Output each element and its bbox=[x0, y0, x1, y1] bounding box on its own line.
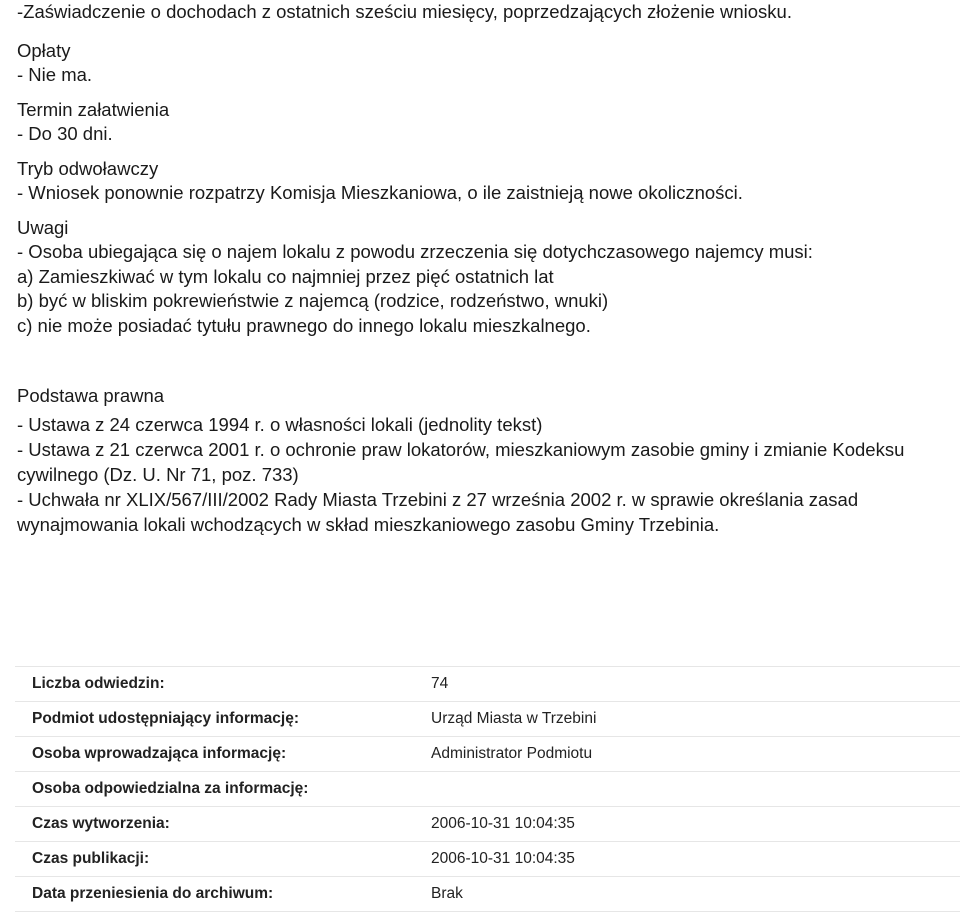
metadata-value: 2006-10-31 10:04:35 bbox=[431, 815, 575, 832]
metadata-value: Urząd Miasta w Trzebini bbox=[431, 710, 597, 727]
deadline-text: - Do 30 dni. bbox=[17, 123, 113, 144]
metadata-row bbox=[15, 772, 960, 807]
notes-line: c) nie może posiadać tytułu prawnego do innego lokalu mieszkalnego. bbox=[17, 314, 591, 336]
deadline-heading: Termin załatwienia bbox=[17, 98, 170, 120]
appeal-heading: Tryb odwoławczy bbox=[17, 157, 159, 179]
legal-basis-section bbox=[17, 383, 947, 537]
legal-basis-item: - Ustawa z 24 czerwca 1994 r. o własności lokali (jednolity tekst) bbox=[17, 414, 543, 435]
metadata-label: Data przeniesienia do archiwum: bbox=[32, 885, 274, 902]
metadata-row bbox=[15, 877, 960, 912]
metadata-label: Czas publikacji: bbox=[32, 850, 150, 867]
requirement-line: -Zaświadczenie o dochodach z ostatnich sześciu miesięcy, poprzedzających złożenie wniosku. bbox=[17, 1, 792, 22]
metadata-value: Brak bbox=[431, 885, 463, 902]
metadata-table bbox=[15, 666, 960, 912]
metadata-label: Podmiot udostępniający informację: bbox=[32, 710, 299, 727]
notes-line: a) Zamieszkiwać w tym lokalu co najmniej przez pięć ostatnich lat bbox=[17, 265, 554, 287]
metadata-row bbox=[15, 842, 960, 877]
metadata-row bbox=[15, 807, 960, 842]
notes-line: - Osoba ubiegająca się o najem lokalu z powodu zrzeczenia się dotychczasowego najemcy musi: bbox=[17, 241, 813, 262]
metadata-row bbox=[15, 702, 960, 737]
notes-heading: Uwagi bbox=[17, 216, 69, 238]
metadata-value: 74 bbox=[431, 675, 449, 692]
metadata-row bbox=[15, 666, 960, 702]
fees-heading: Opłaty bbox=[17, 39, 71, 61]
metadata-value: 2006-10-31 10:04:35 bbox=[431, 850, 575, 867]
document-body bbox=[17, 0, 947, 338]
metadata-label: Osoba odpowiedzialna za informację: bbox=[32, 780, 309, 797]
notes-line: b) być w bliskim pokrewieństwie z najemcą (rodzice, rodzeństwo, wnuki) bbox=[17, 290, 609, 311]
legal-basis-heading: Podstawa prawna bbox=[17, 385, 165, 406]
metadata-label: Liczba odwiedzin: bbox=[32, 675, 165, 692]
metadata-value: Administrator Podmiotu bbox=[431, 745, 593, 762]
metadata-label: Czas wytworzenia: bbox=[32, 815, 170, 832]
appeal-text: - Wniosek ponownie rozpatrzy Komisja Mieszkaniowa, o ile zaistnieją nowe okoliczności. bbox=[17, 182, 743, 203]
metadata-label: Osoba wprowadzająca informację: bbox=[32, 745, 287, 762]
legal-basis-item: - Uchwała nr XLIX/567/III/2002 Rady Miasta Trzebini z 27 września 2002 r. w sprawie określania zasad wynajmowania lokali wchodzących w skład mieszkaniowego zasobu Gminy Trzebinia. bbox=[17, 489, 859, 535]
fees-text: - Nie ma. bbox=[17, 64, 93, 85]
metadata-row bbox=[15, 737, 960, 772]
legal-basis-item: - Ustawa z 21 czerwca 2001 r. o ochronie praw lokatorów, mieszkaniowym zasobie gminy i zmianie Kodeksu cywilnego (Dz. U. Nr 71, poz. 733) bbox=[17, 439, 905, 485]
